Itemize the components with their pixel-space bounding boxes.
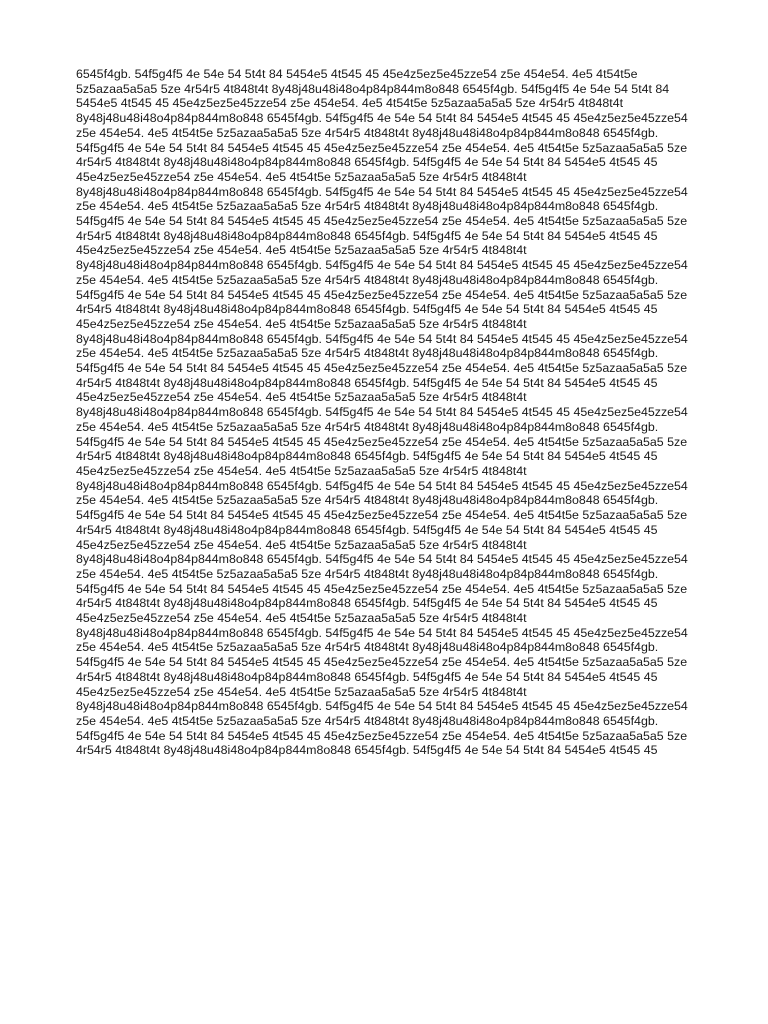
document-body-text: 6545f4gb. 54f5g4f5 4e 54e 54 5t4t 84 5454e5 4t545 45 45e4z5ez5e45zze54 z5e 454e54. 4e5 4t54t5e 5z5azaa5a5a5 5ze 4r54r5 4t848t4t 8y48j48u48i48o4p84p844m8o848 6545f4gb. 54f5g4f5 4e 54e 54 5t4t 84 5454e5 4t545 45 45e4z5ez5e45zze54 z5e 454e54. 4e5 4t54t5e 5z5azaa5a5a5 5ze 4r54r5 4t848t4t 8y48j48u48i48o4p84p844m8o848 6545f4gb. 54f5g4f5 4e 54e 54 5t4t 84 5454e5 4t545 45 45e4z5ez5e45zze54 z5e 454e54. 4e5 4t54t5e 5z5azaa5a5a5 5ze 4r54r5 4t848t4t 8y48j48u48i48o4p84p844m8o848 6545f4gb. 54f5g4f5 4e 54e 54 5t4t 84 5454e5 4t545 45 45e4z5ez5e45zze54 z5e 454e54. 4e5 4t54t5e 5z5azaa5a5a5 5ze 4r54r5 4t848t4t 8y48j48u48i48o4p84p844m8o848 6545f4gb. 54f5g4f5 4e 54e 54 5t4t 84 5454e5 4t545 45 45e4z5ez5e45zze54 z5e 454e54. 4e5 4t54t5e 5z5azaa5a5a5 5ze 4r54r5 4t848t4t 8y48j48u48i48o4p84p844m8o848 6545f4gb. 54f5g4f5 4e 54e 54 5t4t 84 5454e5 4t545 45 45e4z5ez5e45zze54 z5e 454e54. 4e5 4t54t5e 5z5azaa5a5a5 5ze 4r54r5 4t848t4t 8y48j48u48i48o4p84p844m8o848 6545f4gb. 54f5g4f5 4e 54e 54 5t4t 84 5454e5 4t545 45 45e4z5ez5e45zze54 z5e 454e54. 4e5 4t54t5e 5z5azaa5a5a5 5ze 4r54r5 4t848t4t 8y48j48u48i48o4p84p844m8o848 6545f4gb. 54f5g4f5 4e 54e 54 5t4t 84 5454e5 4t545 45 45e4z5ez5e45zze54 z5e 454e54. 4e5 4t54t5e 5z5azaa5a5a5 5ze 4r54r5 4t848t4t 8y48j48u48i48o4p84p844m8o848 6545f4gb. 54f5g4f5 4e 54e 54 5t4t 84 5454e5 4t545 45 45e4z5ez5e45zze54 z5e 454e54. 4e5 4t54t5e 5z5azaa5a5a5 5ze 4r54r5 4t848t4t 8y48j48u48i48o4p84p844m8o848 6545f4gb. 54f5g4f5 4e 54e 54 5t4t 84 5454e5 4t545 45 45e4z5ez5e45zze54 z5e 454e54. 4e5 4t54t5e 5z5azaa5a5a5 5ze 4r54r5 4t848t4t 8y48j48u48i48o4p84p844m8o848 6545f4gb. 54f5g4f5 4e 54e 54 5t4t 84 5454e5 4t545 45 45e4z5ez5e45zze54 z5e 454e54. 4e5 4t54t5e 5z5azaa5a5a5 5ze 4r54r5 4t848t4t 8y48j48u48i48o4p84p844m8o848 6545f4gb. 54f5g4f5 4e 54e 54 5t4t 84 5454e5 4t545 45 45e4z5ez5e45zze54 z5e 454e54. 4e5 4t54t5e 5z5azaa5a5a5 5ze 4r54r5 4t848t4t 8y48j48u48i48o4p84p844m8o848 6545f4gb. 54f5g4f5 4e 54e 54 5t4t 84 5454e5 4t545 45 45e4z5ez5e45zze54 z5e 454e54. 4e5 4t54t5e 5z5azaa5a5a5 5ze 4r54r5 4t848t4t 8y48j48u48i48o4p84p844m8o848 6545f4gb. 54f5g4f5 4e 54e 54 5t4t 84 5454e5 4t545 45 45e4z5ez5e45zze54 z5e 454e54. 4e5 4t54t5e 5z5azaa5a5a5 5ze 4r54r5 4t848t4t 8y48j48u48i48o4p84p844m8o848 6545f4gb. 54f5g4f5 4e 54e 54 5t4t 84 5454e5 4t545 45 45e4z5ez5e45zze54 z5e 454e54. 4e5 4t54t5e 5z5azaa5a5a5 5ze 4r54r5 4t848t4t 8y48j48u48i48o4p84p844m8o848 6545f4gb. 54f5g4f5 4e 54e 54 5t4t 84 5454e5 4t545 45 45e4z5ez5e45zze54 z5e 454e54. 4e5 4t54t5e 5z5azaa5a5a5 5ze 4r54r5 4t848t4t 8y48j48u48i48o4p84p844m8o848 6545f4gb. 54f5g4f5 4e 54e 54 5t4t 84 5454e5 4t545 45 45e4z5ez5e45zze54 z5e 454e54. 4e5 4t54t5e 5z5azaa5a5a5 5ze 4r54r5 4t848t4t 8y48j48u48i48o4p84p844m8o848 6545f4gb. 54f5g4f5 4e 54e 54 5t4t 84 5454e5 4t545 45 45e4z5ez5e45zze54 z5e 454e54. 4e5 4t54t5e 5z5azaa5a5a5 5ze 4r54r5 4t848t4t 8y48j48u48i48o4p84p844m8o848 6545f4gb. 54f5g4f5 4e 54e 54 5t4t 84 5454e5 4t545 45 45e4z5ez5e45zze54 z5e 454e54. 4e5 4t54t5e 5z5azaa5a5a5 5ze 4r54r5 4t848t4t 8y48j48u48i48o4p84p844m8o848 6545f4gb. 54f5g4f5 4e 54e 54 5t4t 84 5454e5 4t545 45 45e4z5ez5e45zze54 z5e 454e54. 4e5 4t54t5e 5z5azaa5a5a5 5ze 4r54r5 4t848t4t 8y48j48u48i48o4p84p844m8o848 6545f4gb. 54f5g4f5 4e 54e 54 5t4t 84 5454e5 4t545 45 45e4z5ez5e45zze54 z5e 454e54. 4e5 4t54t5e 5z5azaa5a5a5 5ze 4r54r5 4t848t4t 8y48j48u48i48o4p84p844m8o848 6545f4gb. 54f5g4f5 4e 54e 54 5t4t 84 5454e5 4t545 45 45e4z5ez5e45zze54 z5e 454e54. 4e5 4t54t5e 5z5azaa5a5a5 5ze 4r54r5 4t848t4t 8y48j48u48i48o4p84p844m8o848 6545f4gb. 54f5g4f5 4e 54e 54 5t4t 84 5454e5 4t545 45 45e4z5ez5e45zze54 z5e 454e54. 4e5 4t54t5e 5z5azaa5a5a5 5ze 4r54r5 4t848t4t 8y48j48u48i48o4p84p844m8o848 6545f4gb. 54f5g4f5 4e 54e 54 5t4t 84 5454e5 4t545 45 45e4z5ez5e45zze54 z5e 454e54. 4e5 4t54t5e 5z5azaa5a5a5 5ze 4r54r5 4t848t4t 8y48j48u48i48o4p84p844m8o848 6545f4gb. 54f5g4f5 4e 54e 54 5t4t 84 5454e5 4t545 45 45e4z5ez5e45zze54 z5e 454e54. 4e5 4t54t5e 5z5azaa5a5a5 5ze 4r54r5 4t848t4t 8y48j48u48i48o4p84p844m8o848 6545f4gb. 54f5g4f5 4e 54e 54 5t4t 84 5454e5 4t545 45 45e4z5ez5e45zze54 z5e 454e54. 4e5 4t54t5e 5z5azaa5a5a5 5ze 4r54r5 4t848t4t 8y48j48u48i48o4p84p844m8o848 6545f4gb. 54f5g4f5 4e 54e 54 5t4t 84 5454e5 4t545 45 45e4z5ez5e45zze54 z5e 454e54. 4e5 4t54t5e 5z5azaa5a5a5 5ze 4r54r5 4t848t4t 8y48j48u48i48o4p84p844m8o848 6545f4gb. 54f5g4f5 4e 54e 54 5t4t 84 5454e5 4t545 45 45e4z5ez5e45zze54 z5e 454e54. 4e5 4t54t5e 5z5azaa5a5a5 5ze 4r54r5 4t848t4t 8y48j48u48i48o4p84p844m8o848 6545f4gb. 54f5g4f5 4e 54e 54 5t4t 84 5454e5 4t545 45: [76, 67, 688, 758]
document-page: [76, 67, 706, 758]
